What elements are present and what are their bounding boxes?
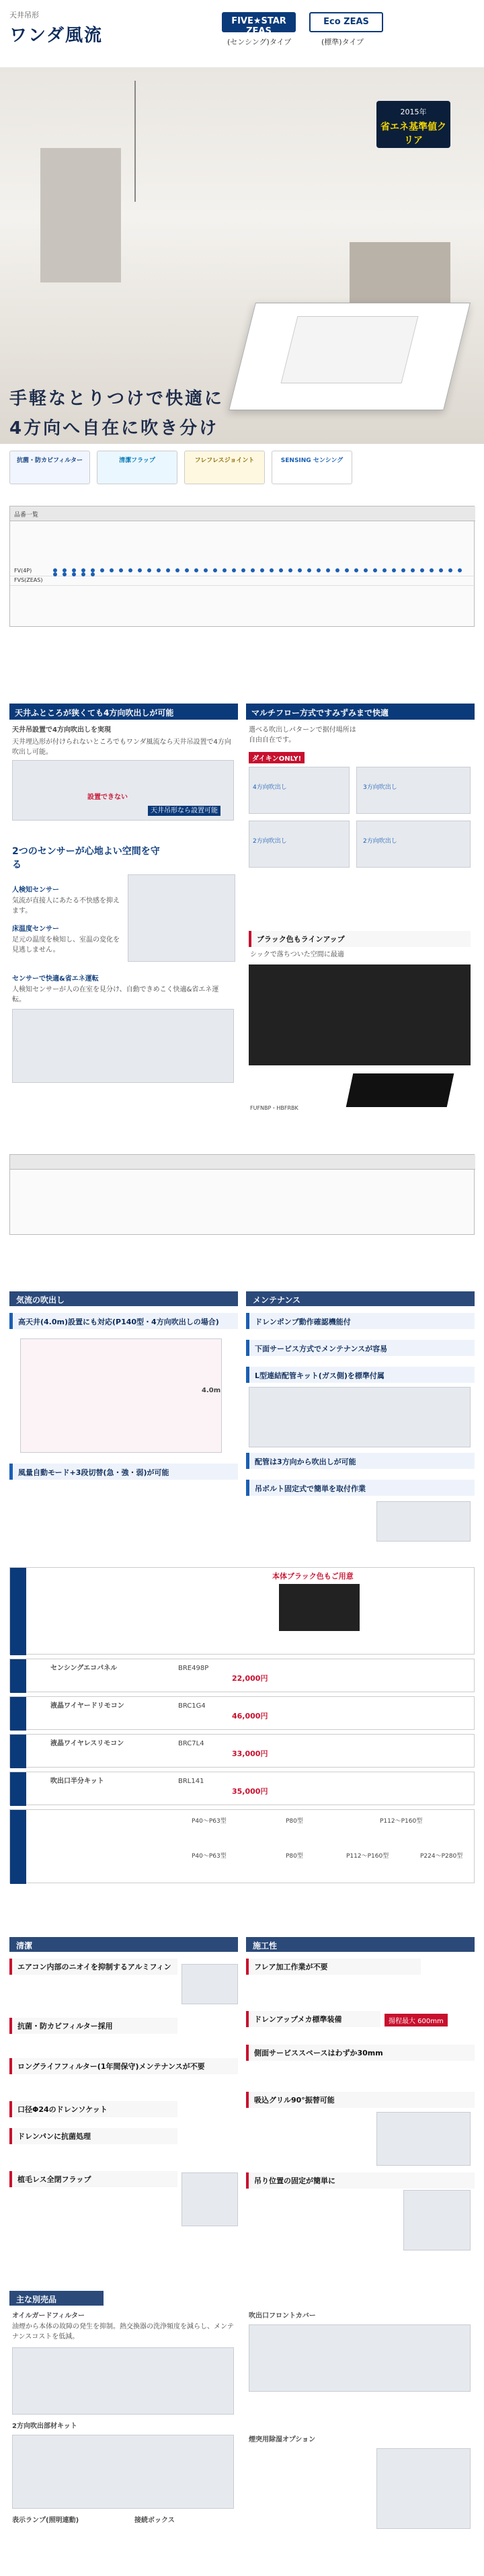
maintenance-title: メンテナンス xyxy=(246,1291,475,1306)
fivestar-caption: (センシング)タイプ xyxy=(227,38,292,46)
sensor-h2: 床温度センサー xyxy=(12,925,59,933)
spec-table-header xyxy=(10,506,475,521)
grille-image xyxy=(376,2112,471,2166)
l-pipe-kit-feature: L型連結配管キット(ガス側)を標準付属 xyxy=(246,1367,475,1383)
clean-item: 植毛レス全閉フラップ xyxy=(9,2171,177,2187)
drain-lift-badge: 揚程最大 600mm xyxy=(385,2014,448,2026)
black-text: シックで落ちついた空間に最適 xyxy=(250,951,344,958)
install-item: フレア加工作業が不要 xyxy=(246,1959,421,1975)
pattern-label: 2方向吹出し xyxy=(253,838,287,845)
unit-grille xyxy=(281,316,419,383)
ecozeas-logo: Eco ZEAS xyxy=(309,12,383,32)
parts-row xyxy=(9,1696,475,1730)
size-label: P112〜P160型 xyxy=(346,1853,389,1860)
part-model: BRC1G4 xyxy=(178,1702,206,1710)
row-label xyxy=(10,1772,26,1806)
part-label: 液晶ワイヤレスリモコン xyxy=(50,1740,124,1747)
install-item: 吊り位置の固定が簡単に xyxy=(246,2172,475,2189)
feature-flare-joint: フレフレスジョイント xyxy=(184,451,265,484)
part-price: 46,000円 xyxy=(232,1712,268,1720)
pattern-label: 4方向吹出し xyxy=(253,784,287,791)
clean-item: 口径Φ24のドレンソケット xyxy=(9,2101,177,2117)
row-label xyxy=(10,1810,26,1884)
pipe-kit-image xyxy=(249,1387,471,1447)
install-item: 側面サービススペースはわずか30mm xyxy=(246,2045,475,2061)
body-color-row xyxy=(9,1567,475,1655)
bolt-fixed-feature: 吊ボルト固定式で簡単を取付作業 xyxy=(246,1480,475,1496)
install-title: 施工性 xyxy=(246,1937,475,1952)
product-title: ワンダ風流 xyxy=(9,26,103,46)
hanger-image xyxy=(403,2190,471,2250)
hero-window xyxy=(40,148,121,282)
section-title-4way: 天井ふところが狭くても4方向吹出しが可能 xyxy=(9,704,238,720)
chimney-image xyxy=(376,2448,471,2529)
spec-row-label: FVS(ZEAS) xyxy=(14,577,43,583)
black-body-image xyxy=(279,1584,360,1631)
flap-image xyxy=(182,2172,238,2226)
sensor-diagram xyxy=(128,874,235,962)
part-label: 液晶ワイヤードリモコン xyxy=(50,1702,124,1710)
feature-clean-flap: 清潔フラップ xyxy=(97,451,177,484)
underside-service-feature: 下面サービス方式でメンテナンスが容易 xyxy=(246,1340,475,1356)
spec-table-2-header xyxy=(10,1155,475,1170)
fivestar-logo: FIVE★STAR ZEAS xyxy=(222,12,296,32)
kit-image xyxy=(12,2435,234,2509)
high-ceiling-diagram xyxy=(20,1338,222,1453)
install-item: 吸込グリル90°振替可能 xyxy=(246,2092,475,2108)
part-price: 33,000円 xyxy=(232,1749,268,1758)
feature-sensing: SENSING センシング xyxy=(272,451,352,484)
hero-copy-line2: 4方向へ自在に吹き分け xyxy=(9,418,219,439)
option-kit: 2方向吹出部材キット xyxy=(12,2423,77,2430)
clean-item: 抗菌・防カビフィルター採用 xyxy=(9,2018,177,2034)
part-model: BRL141 xyxy=(178,1778,204,1785)
spec-table-2 xyxy=(9,1154,475,1235)
part-label: 吹出口半分キット xyxy=(50,1778,104,1785)
black-model: FUFNBP・HBFRBK xyxy=(250,1105,298,1111)
spec-table xyxy=(9,506,475,627)
s1-heading: 天井吊設置で4方向吹出しを実現 xyxy=(12,726,111,734)
sensor-t3: 人検知センサーが人の在室を見分け、自動できめこく快適&省エネ運転。 xyxy=(12,986,219,1003)
s1-cannot-install: 設置できない xyxy=(87,794,128,801)
fin-image xyxy=(182,1964,238,2004)
s2-text: 選べる吹出しパターンで据付場所は自由自在です。 xyxy=(249,726,356,744)
sensor-h3: センサーで快適&省エネ運転 xyxy=(12,975,99,983)
eco-badge-main: 省エネ基準値クリア xyxy=(380,122,446,146)
spec-dots xyxy=(50,568,467,584)
high-ceiling-feature: 高天井(4.0m)設置にも対応(P140型・4方向吹出しの場合) xyxy=(9,1313,238,1329)
product-category: 天井吊形 xyxy=(9,11,39,20)
unit-size-row xyxy=(9,1809,475,1883)
daikin-only-badge: ダイキンONLY! xyxy=(249,752,305,763)
option-oil-text: 油煙から本体の故障の発生を抑制。熱交換器の洗浄頻度を減らし、メンテナンスコストを低減。 xyxy=(12,2323,234,2341)
section-title-multiflow: マルチフロー方式ですみずみまで快適 xyxy=(246,704,475,720)
row-label xyxy=(10,1568,26,1655)
size-label: P80型 xyxy=(286,1853,303,1860)
s1-text: 天井埋込形が付けられないところでもワンダ風流なら天井吊設置で4方向吹出し可能。 xyxy=(12,738,231,756)
eco-badge xyxy=(376,101,450,148)
spec-row-label: FV(4P) xyxy=(14,568,32,574)
part-model: BRE498P xyxy=(178,1665,209,1672)
pattern-label: 2方向吹出し xyxy=(363,838,397,845)
bolt-image xyxy=(376,1501,471,1542)
spec-label: 品番一覧 xyxy=(14,512,39,519)
options-title: 主な別売品 xyxy=(9,2291,104,2306)
black-unit xyxy=(346,1073,454,1107)
s1-can-install: 天井吊形なら設置可能 xyxy=(148,806,220,816)
3way-pipe-feature: 配管は3方向から吹出しが可能 xyxy=(246,1453,475,1469)
clean-item: エアコン内部のニオイを抑制するアルミフィン xyxy=(9,1959,177,1975)
black-title: ブラック色もラインアップ xyxy=(249,931,471,947)
sensor-title: 2つのセンサーが心地よい空間を守る xyxy=(12,846,160,870)
option-lamp: 表示ランプ(照明連動) xyxy=(12,2517,79,2524)
sensor-room-diagram xyxy=(12,1009,234,1083)
hero-copy-line1: 手軽なとりつけで快適に xyxy=(9,389,225,409)
size-label: P80型 xyxy=(286,1818,303,1825)
feature-antibacterial: 抗菌・防カビフィルター xyxy=(9,451,90,484)
hero-track-light xyxy=(134,81,136,202)
size-label: P40〜P63型 xyxy=(192,1818,227,1825)
install-item: ドレンアップメカ標準装備 xyxy=(246,2011,380,2027)
air-flow-title: 気流の吹出し xyxy=(9,1291,238,1306)
fan-mode-feature: 風量自動モード+3段切替(急・強・弱)が可能 xyxy=(9,1464,238,1480)
row-label xyxy=(10,1735,26,1768)
front-cover-image xyxy=(249,2324,471,2392)
option-chimney: 煙突用除湿オプション xyxy=(249,2436,316,2444)
eco-badge-year: 2015年 xyxy=(400,108,427,116)
sensor-h1: 人検知センサー xyxy=(12,886,59,894)
part-model: BRC7L4 xyxy=(178,1740,204,1747)
pattern-label: 3方向吹出し xyxy=(363,784,397,791)
ecozeas-caption: (標準)タイプ xyxy=(321,38,364,46)
parts-row xyxy=(9,1772,475,1805)
parts-row xyxy=(9,1734,475,1768)
ceiling-height: 4.0m xyxy=(202,1387,221,1394)
sensor-t1: 気流が直接人にあたる不快感を抑えます。 xyxy=(12,897,120,915)
option-front-cover: 吹出口フロントカバー xyxy=(249,2312,316,2320)
black-option-header: 本体ブラック色もご用意 xyxy=(272,1572,354,1581)
parts-row xyxy=(9,1659,475,1692)
clean-item: ドレンパンに抗菌処理 xyxy=(9,2128,177,2144)
drain-check-feature: ドレンポンプ動作確認機能付 xyxy=(246,1313,475,1329)
sensor-t2: 足元の温度を検知し、室温の変化を見逃しません。 xyxy=(12,936,120,954)
row-label xyxy=(10,1697,26,1731)
option-box: 接続ボックス xyxy=(134,2517,175,2524)
oil-filter-image xyxy=(12,2347,234,2415)
part-price: 35,000円 xyxy=(232,1787,268,1796)
size-label: P224〜P280型 xyxy=(420,1853,463,1860)
size-label: P112〜P160型 xyxy=(380,1818,423,1825)
part-label: センシングエコパネル xyxy=(50,1665,118,1672)
row-label xyxy=(10,1659,26,1693)
black-room-photo xyxy=(249,964,471,1065)
clean-item: ロングライフフィルター(1年間保守)メンテナンスが不要 xyxy=(9,2058,238,2074)
clean-title: 清潔 xyxy=(9,1937,238,1952)
size-label: P40〜P63型 xyxy=(192,1853,227,1860)
option-oil: オイルガードフィルター xyxy=(12,2312,85,2320)
part-price: 22,000円 xyxy=(232,1674,268,1683)
